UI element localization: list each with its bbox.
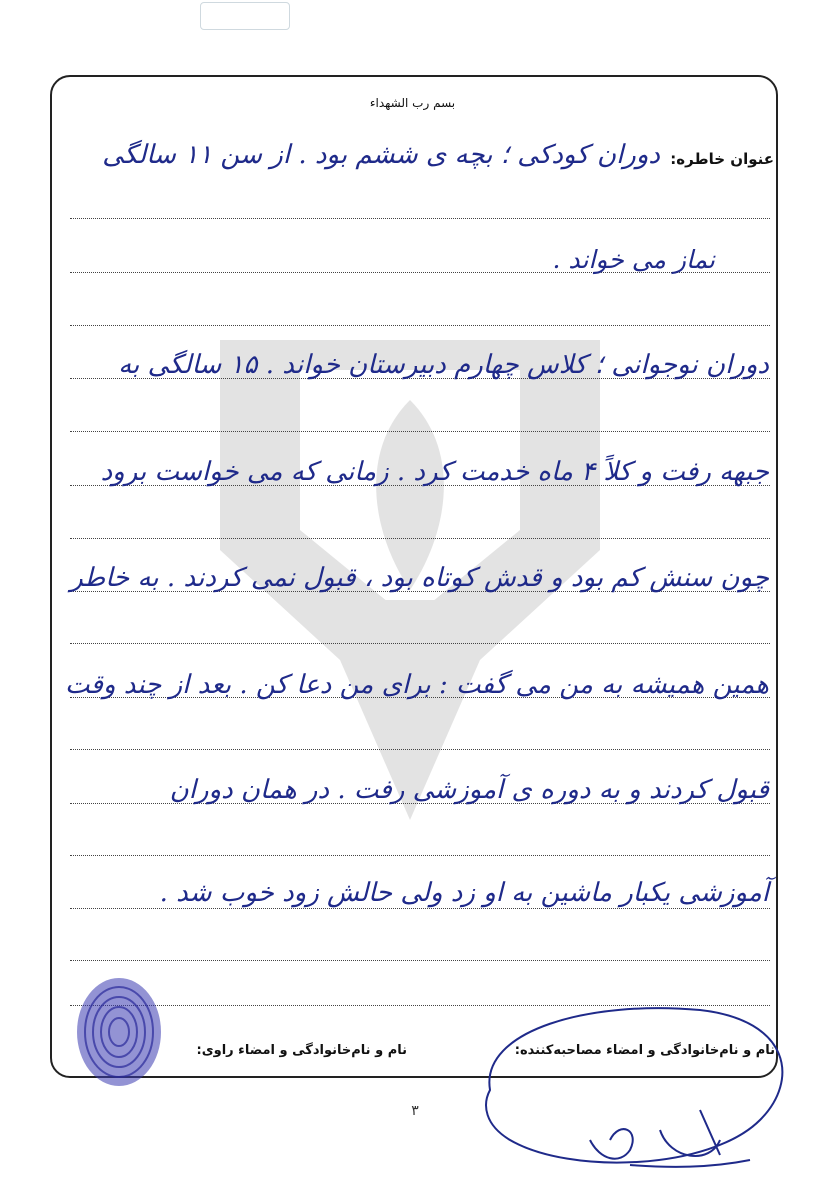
memory-title-label: عنوان خاطره: bbox=[670, 150, 774, 168]
narrator-signature-label: نام و نام‌خانوادگی و امضاء راوی: bbox=[196, 1043, 407, 1058]
page-number: ۳ bbox=[411, 1103, 419, 1119]
ruled-line bbox=[70, 538, 770, 539]
handwritten-line: همین همیشه به من می گفت : برای من دعا کن . بعد از چند وقت bbox=[65, 670, 769, 700]
ruled-line bbox=[70, 325, 770, 326]
handwritten-line: چون سنش کم بود و قدش کوتاه بود ، قبول نمی کردند . به خاطر bbox=[70, 563, 769, 593]
interviewer-signature-label: نام و نام‌خانوادگی و امضاء مصاحبه‌کننده: bbox=[514, 1043, 775, 1058]
interviewer-signature bbox=[470, 990, 800, 1180]
ruled-line bbox=[70, 855, 770, 856]
fingerprint-mark bbox=[72, 975, 167, 1090]
ruled-line bbox=[70, 643, 770, 644]
ruled-line bbox=[70, 749, 770, 750]
ruled-line bbox=[70, 908, 770, 909]
form-header: بسم رب الشهداء bbox=[369, 96, 456, 110]
ruled-line bbox=[70, 960, 770, 961]
handwritten-line: دوران نوجوانی ؛ کلاس چهارم دبیرستان خواند . ۱۵ سالگی به bbox=[118, 350, 769, 380]
handwritten-line: قبول کردند و به دوره ی آموزشی رفت . در همان دوران bbox=[169, 775, 769, 805]
ruled-line bbox=[70, 218, 770, 219]
handwritten-line: جبهه رفت و کلاً ۴ ماه خدمت کرد . زمانی که می خواست برود bbox=[100, 457, 769, 487]
handwritten-line: نماز می خواند . bbox=[552, 245, 715, 274]
handwritten-line: آموزشی یکبار ماشین به او زد ولی حالش زود خوب شد . bbox=[159, 878, 769, 908]
handwritten-line: دوران کودکی ؛ بچه ی ششم بود . از سن ۱۱ سالگی bbox=[102, 140, 660, 170]
top-stamp bbox=[200, 2, 290, 30]
ruled-line bbox=[70, 431, 770, 432]
